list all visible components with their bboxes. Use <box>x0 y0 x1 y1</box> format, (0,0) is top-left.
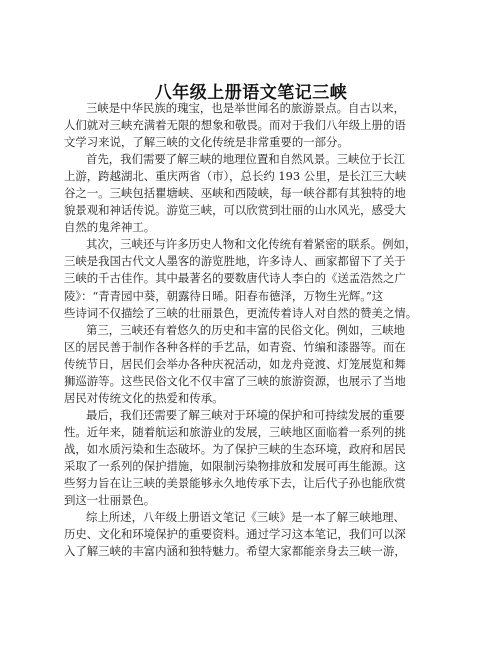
paragraph-1-line-3: 文学习来说，了解三峡的文化传统是非常重要的一部分。 <box>64 135 349 150</box>
paragraph-2-line-5: 自然的鬼斧神工。 <box>64 220 156 235</box>
paragraph-6-line-1: 综上所述，八年级上册语文笔记《三峡》是一本了解三峡地理、 <box>86 510 405 525</box>
paragraph-3-line-4: 陵》：“青青园中葵，朝露待日晞。阳春布德泽，万物生光辉。”这 <box>64 288 384 303</box>
paragraph-3-line-2: 三峡是我国古代文人墨客的游览胜地，许多诗人、画家都留下了关于 <box>64 254 406 269</box>
paragraph-2-line-2: 上游，跨越湖北、重庆两省（市），总长约 193 公里，是长江三大峡 <box>64 169 407 184</box>
paragraph-4-line-5: 居民对传统文化的热爱和传承。 <box>64 390 224 405</box>
paragraph-3-line-1: 其次，三峡还与许多历史人物和文化传统有着紧密的联系。例如， <box>86 237 417 252</box>
paragraph-6-line-3: 入了解三峡的丰富内涵和独特魅力。希望大家都能亲身去三峡一游， <box>64 544 406 559</box>
paragraph-4-line-3: 传统节日，居民们会举办各种庆祝活动，如龙舟竞渡、灯笼展览和舞 <box>64 356 406 371</box>
paragraph-5-line-5: 些努力旨在让三峡的美景能够永久地传承下去，让后代子孙也能欣赏 <box>64 476 406 491</box>
document-title: 八年级上册语文笔记三峡 <box>154 83 348 103</box>
paragraph-2-line-3: 谷之一。三峡包括瞿塘峡、巫峡和西陵峡，每一峡谷都有其独特的地 <box>64 186 406 201</box>
paragraph-5-line-6: 到这一壮丽景色。 <box>64 493 156 508</box>
paragraph-3-line-3: 三峡的千古佳作。其中最著名的要数唐代诗人李白的《送孟浩然之广 <box>64 271 406 286</box>
paragraph-2-line-1: 首先，我们需要了解三峡的地理位置和自然风景。三峡位于长江 <box>86 152 405 167</box>
paragraph-1-line-2: 人们就对三峡充满着无限的想象和敬畏。而对于我们八年级上册的语 <box>64 118 406 133</box>
paragraph-6-line-2: 历史、文化和环境保护的重要资料。通过学习这本笔记，我们可以深 <box>64 527 406 542</box>
paragraph-5-line-2: 性。近年来，随着航运和旅游业的发展，三峡地区面临着一系列的挑 <box>64 424 406 439</box>
paragraph-4-line-4: 狮巡游等。这些民俗文化不仅丰富了三峡的旅游资源，也展示了当地 <box>64 373 406 388</box>
paragraph-1-line-1: 三峡是中华民族的瑰宝，也是举世闻名的旅游景点。自古以来， <box>86 101 405 115</box>
paragraph-5-line-4: 采取了一系列的保护措施，如限制污染物排放和发展可再生能源。这 <box>64 458 406 473</box>
paragraph-3-line-5: 些诗词不仅描绘了三峡的壮丽景色，更流传着诗人对自然的赞美之情。 <box>64 305 418 320</box>
paragraph-5-line-3: 战，如水质污染和生态破坏。为了保护三峡的生态环境，政府和居民 <box>64 441 406 456</box>
document-body <box>64 100 448 560</box>
paragraph-4-line-1: 第三，三峡还有着悠久的历史和丰富的民俗文化。例如，三峡地 <box>86 322 405 337</box>
paragraph-5-line-1: 最后，我们还需要了解三峡对于环境的保护和可持续发展的重要 <box>86 407 405 422</box>
paragraph-2-line-4: 貌景观和神话传说。游览三峡，可以欣赏到壮丽的山水风光，感受大 <box>64 203 406 218</box>
paragraph-4-line-2: 区的居民善于制作各种各样的手艺品，如青瓷、竹编和漆器等。而在 <box>64 339 406 354</box>
